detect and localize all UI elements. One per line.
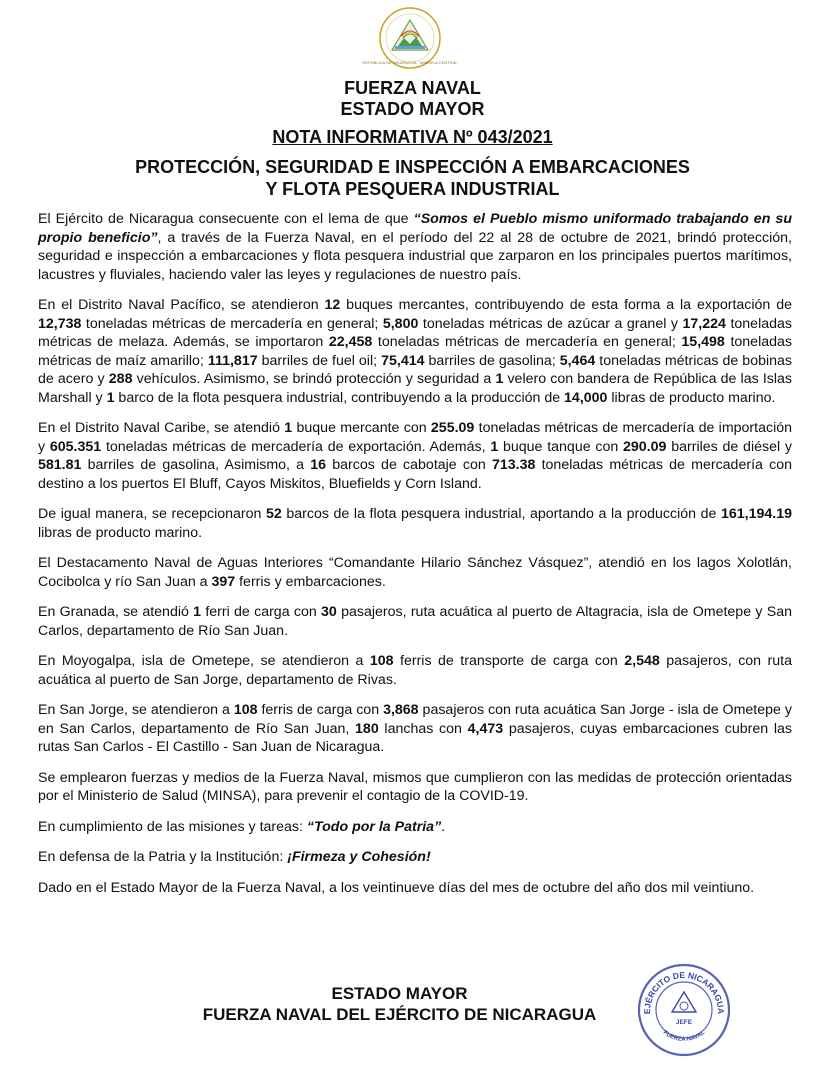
document-body bbox=[38, 210, 792, 909]
paragraph-moyogalpa: En Moyogalpa, isla de Ometepe, se atendieron a 108 ferris de transporte de carga con 2,548 pasajeros, con ruta acuática al puerto de San Jorge, departamento de Rivas. bbox=[38, 653, 792, 688]
footer-unit: ESTADO MAYOR bbox=[331, 984, 468, 1003]
seal-inner-text: JEFE bbox=[675, 1019, 693, 1026]
paragraph-mission-motto: En cumplimiento de las misiones y tareas: “Todo por la Patria”. bbox=[38, 818, 446, 835]
paragraph-defense-motto: En defensa de la Patria y la Institución: ¡Firmeza y Cohesión! bbox=[38, 849, 431, 865]
national-emblem-icon bbox=[362, 6, 458, 70]
official-seal-icon bbox=[636, 962, 732, 1058]
subject-line-2: Y FLOTA PESQUERA INDUSTRIAL bbox=[265, 179, 560, 199]
header-org: FUERZA NAVAL bbox=[344, 78, 481, 98]
subject-line-1: PROTECCIÓN, SEGURIDAD E INSPECCIÓN A EMBARCACIONES bbox=[135, 157, 690, 177]
header-unit: ESTADO MAYOR bbox=[340, 99, 485, 119]
paragraph-covid-measures: Se emplearon fuerzas y medios de la Fuerza Naval, mismos que cumplieron con las medidas de protección orientadas por el Ministerio de Salud (MINSA), para prevenir el contagio de la COVID-19. bbox=[38, 769, 792, 804]
footer-org: FUERZA NAVAL DEL EJÉRCITO DE NICARAGUA bbox=[202, 1005, 597, 1024]
paragraph-san-jorge: En San Jorge, se atendieron a 108 ferris de carga con 3,868 pasajeros con ruta acuática San Jorge - isla de Ometepe y en San Carlos, departamento de Río San Juan, 180 lanchas con 4,473 pasajeros, cuyas embarcaciones cubren las rutas San Carlos - El Castillo - San Juan de Nicaragua. bbox=[38, 702, 792, 755]
seal-bottom-text: FUERZA NAVAL bbox=[661, 1029, 707, 1043]
paragraph-granada: En Granada, se atendió 1 ferri de carga con 30 pasajeros, ruta acuática al puerto de Altagracia, isla de Ometepe y San Carlos, departamento de Río San Juan. bbox=[38, 604, 792, 639]
paragraph-pacific: En el Distrito Naval Pacífico, se atendieron 12 buques mercantes, contribuyendo de esta forma a la exportación de 12,738 toneladas métricas de mercadería en general; 5,800 toneladas métricas de azúcar a granel y 17,224 toneladas métricas de melaza. Además, se importaron 22,458 toneladas métricas de mercadería en general; 15,498 toneladas métricas de maíz amarillo; 111,817 barriles de fuel oil; 75,414 barriles de gasolina; 5,464 toneladas métricas de bobinas de acero y 288 vehículos. Asimismo, se brindó protección y seguridad a 1 velero con bandera de República de las Islas Marshall y 1 barco de la flota pesquera industrial, contribuyendo a la producción de 14,000 libras de producto marino. bbox=[38, 297, 792, 406]
paragraph-date: Dado en el Estado Mayor de la Fuerza Naval, a los veintinueve días del mes de octubre del año dos mil veintiuno. bbox=[38, 879, 755, 896]
emblem-text: REPUBLICA DE NICARAGUA · AMERICA CENTRAL bbox=[362, 60, 458, 65]
paragraph-fishing-fleet: De igual manera, se recepcionaron 52 barcos de la flota pesquera industrial, aportando a la producción de 161,194.19 libras de producto marino. bbox=[38, 506, 792, 541]
paragraph-inland-waters: El Destacamento Naval de Aguas Interiores “Comandante Hilario Sánchez Vásquez”, atendió en los lagos Xolotlán, Cocibolca y río San Juan a 397 ferris y embarcaciones. bbox=[38, 555, 792, 590]
paragraph-intro: El Ejército de Nicaragua consecuente con el lema de que “Somos el Pueblo mismo uniformado trabajando en su propio beneficio”, a través de la Fuerza Naval, en el período del 22 al 28 de octubre de 2021, brindó protección, seguridad e inspección a embarcaciones y flota pesquera industrial que zarparon en los principales puertos marítimos, lacustres y fluviales, haciendo valer las leyes y regulaciones de nuestro país. bbox=[38, 211, 792, 283]
note-number: NOTA INFORMATIVA Nº 043/2021 bbox=[272, 127, 553, 147]
seal-ring-text: EJÉRCITO DE NICARAGUA bbox=[641, 969, 727, 1015]
paragraph-caribbean: En el Distrito Naval Caribe, se atendió 1 buque mercante con 255.09 toneladas métricas de mercadería de importación y 605.351 toneladas métricas de mercadería de exportación. Además, 1 buque tanque con 290.09 barriles de diésel y 581.81 barriles de gasolina, Asimismo, a 16 barcos de cabotaje con 713.38 toneladas métricas de mercadería con destino a los puertos El Bluff, Cayos Miskitos, Bluefields y Corn Island. bbox=[38, 420, 793, 492]
